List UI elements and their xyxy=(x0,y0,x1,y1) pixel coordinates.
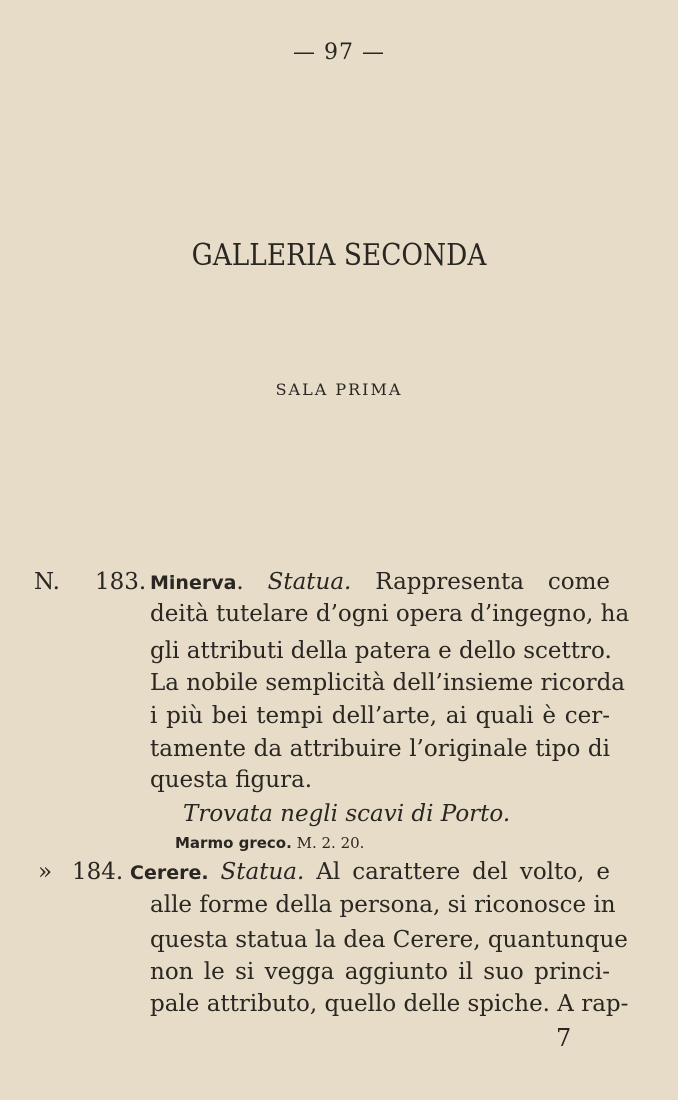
entry-first-line: Minerva. Statua. Rappresenta come xyxy=(150,569,610,595)
entry-number: 184. xyxy=(72,859,124,885)
entry-line: questa statua la dea Cerere, quantunque xyxy=(150,927,628,953)
entry-name: Minerva xyxy=(150,572,237,594)
entry-text: Rappresenta come xyxy=(375,569,610,595)
entry-line: non le si vegga aggiunto il suo princi- xyxy=(150,959,610,985)
signature-mark: 7 xyxy=(556,1024,572,1052)
material: Marmo greco. xyxy=(175,834,292,852)
entry-line: i più bei tempi dell’arte, ai quali è cer- xyxy=(150,703,610,729)
entry-text: Al carattere del volto, e xyxy=(316,859,611,885)
find-location: Trovata negli scavi di Porto. xyxy=(183,801,511,827)
entry-type: Statua. xyxy=(220,859,305,885)
entry-line: pale attributo, quello delle spiche. A rap- xyxy=(150,991,629,1017)
entry-first-line xyxy=(130,857,610,888)
material-line xyxy=(175,831,364,855)
entry-line: deità tutelare d’ogni opera d’ingegno, ha xyxy=(150,601,630,627)
entry-line: questa figura. xyxy=(150,767,313,793)
gallery-title: GALLERIA SECONDA xyxy=(191,238,487,273)
entry-prefix: » xyxy=(38,859,53,885)
entry-prefix: N. xyxy=(34,569,60,595)
room-heading: SALA PRIMA xyxy=(275,380,403,399)
entry-line: tamente da attribuire l’originale tipo di xyxy=(150,736,610,762)
measure: M. 2. 20. xyxy=(296,834,365,852)
entry-name: Cerere. xyxy=(130,862,209,884)
page-number: — 97 — xyxy=(293,40,385,65)
entry-number: 183. xyxy=(95,569,147,595)
entry-line: alle forme della persona, si riconosce in xyxy=(150,892,616,918)
entry-line: gli attributi della patera e dello scettro. xyxy=(150,638,612,664)
entry-line: La nobile semplicità dell’insieme ricorda xyxy=(150,670,626,696)
entry-type: Statua. xyxy=(267,569,352,595)
